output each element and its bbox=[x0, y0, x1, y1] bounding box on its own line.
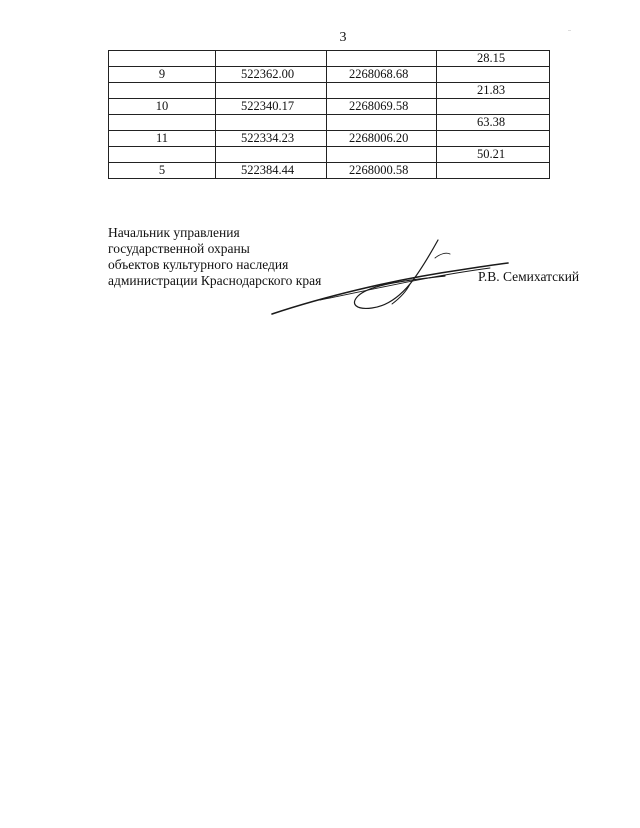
distance-cell bbox=[437, 67, 550, 83]
distance-cell: 50.21 bbox=[437, 147, 550, 163]
x-cell: 522334.23 bbox=[216, 131, 327, 147]
point-cell bbox=[109, 147, 216, 163]
position-line: государственной охраны bbox=[108, 241, 250, 256]
x-cell: 522362.00 bbox=[216, 67, 327, 83]
distance-cell: 63.38 bbox=[437, 115, 550, 131]
point-cell bbox=[109, 83, 216, 99]
x-cell: 522384.44 bbox=[216, 163, 327, 179]
table-row bbox=[109, 83, 550, 99]
x-cell: 522340.17 bbox=[216, 99, 327, 115]
position-line: администрации Краснодарского края bbox=[108, 273, 322, 288]
table-row bbox=[109, 163, 550, 179]
point-cell bbox=[109, 51, 216, 67]
distance-cell bbox=[437, 99, 550, 115]
y-cell bbox=[327, 51, 437, 67]
y-cell: 2268006.20 bbox=[327, 131, 437, 147]
table-row bbox=[109, 131, 550, 147]
distance-cell: 21.83 bbox=[437, 83, 550, 99]
position-line: Начальник управления bbox=[108, 225, 240, 240]
point-cell: 10 bbox=[109, 99, 216, 115]
point-cell: 9 bbox=[109, 67, 216, 83]
position-line: объектов культурного наследия bbox=[108, 257, 289, 272]
table-row bbox=[109, 99, 550, 115]
table-row bbox=[109, 67, 550, 83]
distance-cell bbox=[437, 163, 550, 179]
distance-cell: 28.15 bbox=[437, 51, 550, 67]
point-cell: 5 bbox=[109, 163, 216, 179]
y-cell: 2268068.68 bbox=[327, 67, 437, 83]
point-cell: 11 bbox=[109, 131, 216, 147]
point-cell bbox=[109, 115, 216, 131]
table-row bbox=[109, 51, 550, 67]
x-cell bbox=[216, 51, 327, 67]
y-cell: 2268069.58 bbox=[327, 99, 437, 115]
signer-name: Р.В. Семихатский bbox=[478, 269, 580, 284]
x-cell bbox=[216, 115, 327, 131]
page-number: 3 bbox=[339, 30, 347, 45]
y-cell bbox=[327, 147, 437, 163]
x-cell bbox=[216, 147, 327, 163]
table-row bbox=[109, 147, 550, 163]
coordinates-table bbox=[108, 50, 550, 179]
distance-cell bbox=[437, 131, 550, 147]
x-cell bbox=[216, 83, 327, 99]
y-cell bbox=[327, 83, 437, 99]
y-cell bbox=[327, 115, 437, 131]
y-cell: 2268000.58 bbox=[327, 163, 437, 179]
scan-mark bbox=[568, 30, 571, 31]
table-row bbox=[109, 115, 550, 131]
